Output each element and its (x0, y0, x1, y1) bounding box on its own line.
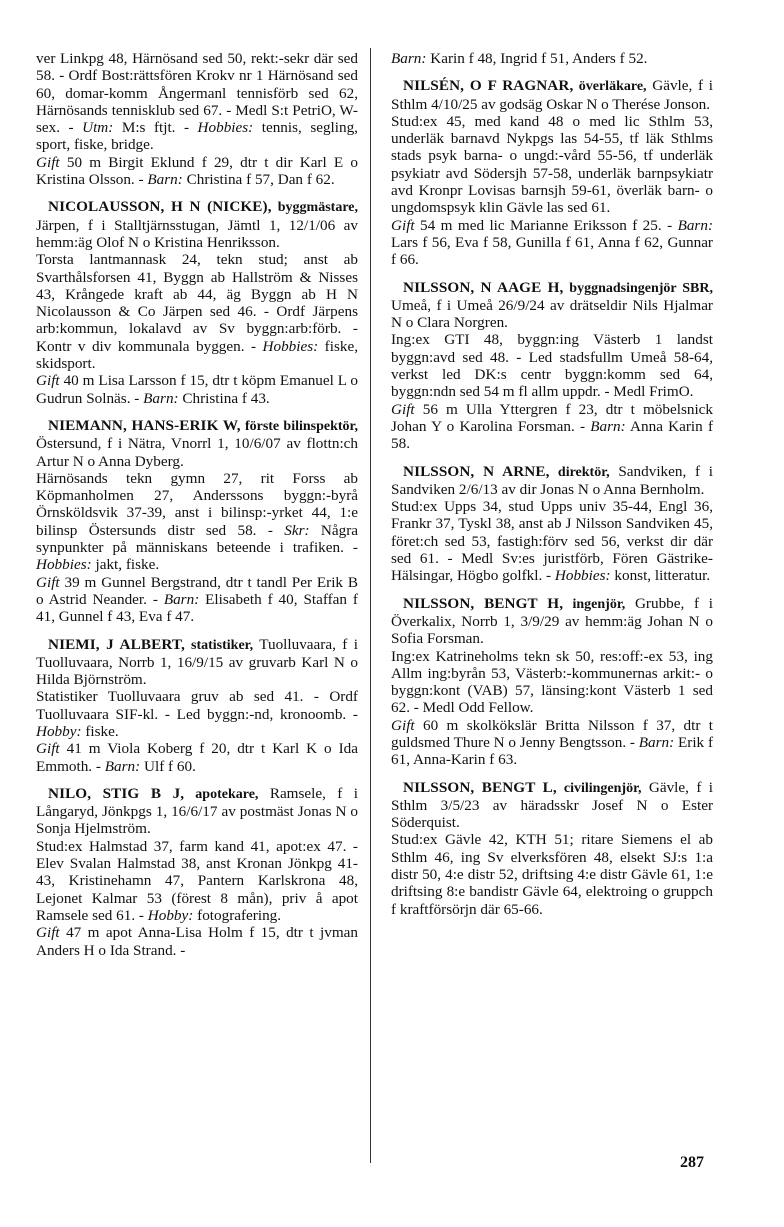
person-name: NIEMANN, HANS-ERIK W, (48, 416, 241, 434)
entry-text: Stud:ex Gävle 42, KTH 51; ritare Siemens el ab Sthlm 46, ing Sv elverksfören 48, elsekt SJ:s 1:a distr 50, 4:e distr 52, driftsing 4:e distr Gävle 61, 1:e driftsing 8:e bandistr Gävle 64, elektroing o gruppch f kraftförsörjn där 65-66. (391, 831, 713, 918)
field-label: Barn: (590, 417, 626, 435)
field-label: Barn: (143, 389, 179, 407)
entry-paragraph (36, 470, 358, 574)
field-label: Barn: (638, 733, 675, 751)
entry-text: Statistiker Tuolluvaara gruv ab sed 41. - Ordf Tuolluvaara SIF-kl. - Led byggn:-nd, kronoomb. - (36, 688, 358, 723)
field-label: Gift (36, 573, 60, 591)
person-title: civilingenjör, (556, 780, 642, 796)
field-label: Barn: (391, 50, 427, 67)
entry-intro: Tuolluvaara, f i Tuolluvaara, Norrb 1, 16/9/15 av gruvarb Karl N o Hilda Björnström. (36, 635, 359, 689)
entry-paragraph (36, 924, 358, 959)
entry-intro: Grubbe, f i Överkalix, Norrb 1, 3/9/29 av hemm:äg Johan N o Sofia Forsman. (391, 594, 713, 648)
entry-header (36, 785, 358, 838)
entry-intro: Umeå, f i Umeå 26/9/24 av drätseldir Nils Hjalmar N o Clara Norgren. (391, 296, 713, 332)
field-label: Skr: (284, 521, 310, 539)
person-title: byggmästare, (271, 200, 358, 216)
entry-text: 39 m Gunnel Bergstrand, dtr t tandl Per Erik B o Astrid Neander. - (36, 573, 358, 608)
entry-paragraph (36, 838, 358, 924)
person-title: ingenjör, (563, 596, 626, 612)
entry-text: Ulf f 60. (140, 757, 196, 775)
entry-paragraph (391, 331, 713, 400)
entry-text: fiske, skidsport. (36, 337, 358, 373)
person-name: NILSSON, BENGT H, (403, 594, 564, 612)
entry-paragraph (36, 372, 358, 407)
biography-entry (391, 779, 713, 918)
entry-text: Ing:ex GTI 48, byggn:ing Västerb 1 landst byggn:avd sed 48. - Led stadsfullm Umeå 58-64, verkst led DK:s centr byggn:komm sed 64, byggn:ndn sed 54 m fl allm uppdr. - Medl FrimO. (391, 331, 713, 401)
entry-text: Christina f 43. (178, 389, 270, 407)
entry-text: Anna Karin f 58. (391, 417, 713, 453)
entry-text: Torsta lantmannask 24, tekn stud; anst ab Svarthålsforsen 41, Byggn ab Hallström & Nisses 43, Krångede kraft ab 44, äg Byggn ab H N Nicolausson & Co Järpen sed 46. - Ordf Järpens arb:kommun, lokalavd av Sv byggn:arb:förb. - Kontr v div kommunala byggen. - (36, 251, 358, 355)
entry-text: Några synpunkter på människans beteende i trafiken. - (36, 521, 358, 557)
entry-paragraph (391, 498, 713, 584)
entry-paragraph (36, 251, 358, 372)
entry-header (36, 636, 358, 689)
field-label: Gift (36, 740, 60, 758)
entry-intro: Gävle, f i Sthlm 3/5/23 av häradsskr Josef N o Ester Söderquist. (391, 778, 713, 832)
entry-text: 50 m Birgit Eklund f 29, dtr t dir Karl E o Kristina Olsson. - (36, 153, 358, 189)
entry-header (36, 417, 358, 470)
field-label: Hobbies: (197, 119, 254, 137)
left-column (36, 50, 358, 969)
biography-entry (391, 279, 713, 453)
entry-header (391, 279, 713, 332)
field-label: Hobbies: (36, 556, 92, 574)
entry-header (391, 595, 713, 648)
entry-text: 47 m apot Anna-Lisa Holm f 15, dtr t jvman Anders H o Ida Strand. - (36, 924, 358, 959)
biography-entry (36, 636, 358, 775)
entry-text: Elisabeth f 40, Staffan f 41, Gunnel f 43, Eva f 47. (36, 590, 358, 626)
person-title: byggnadsingenjör SBR, (563, 280, 713, 296)
entry-paragraph (391, 717, 713, 769)
field-label: Barn: (163, 590, 200, 608)
biography-entry (36, 198, 358, 407)
entry-text: fiske. (81, 722, 119, 740)
entry-text: tennis, segling, sport, fiske, bridge. (36, 119, 358, 154)
entry-paragraph (391, 50, 713, 67)
person-name: NILSÉN, O F RAGNAR, (403, 77, 574, 95)
entry-text: 40 m Lisa Larsson f 15, dtr t köpm Emanuel L o Gudrun Solnäs. - (36, 372, 358, 407)
entry-paragraph (391, 217, 713, 269)
person-name: NIEMI, J ALBERT, (48, 635, 185, 653)
person-name: NILSSON, N ARNE, (403, 462, 550, 480)
person-name: NICOLAUSSON, H N (NICKE), (48, 198, 272, 216)
biography-entry (36, 50, 358, 188)
entry-intro: Sandviken, f i Sandviken 2/6/13 av dir Jonas N o Anna Bernholm. (391, 462, 713, 498)
biography-entry (36, 785, 358, 959)
entry-text: ver Linkpg 48, Härnösand sed 50, rekt:-sekr där sed 58. - Ordf Bost:rättsfören Krokv nr 1 Härnösand sed 60, domar-komm Ångermanl tennisförb sed 62, Härnösands tennisklub sed 67. - Medl S:t PetriO, W-sex. - (36, 50, 358, 137)
entry-paragraph (36, 50, 358, 154)
entry-text: Stud:ex Halmstad 37, farm kand 41, apot:ex 47. - Elev Svalan Halmstad 38, anst Kronan Jönkpg 41-43, Kristinehamn 47, Pantern Karlskrona 48, Lejonet Kalmar 53 (förest 8 mån), priv å apot Ramsele sed 61. - (36, 837, 358, 924)
entry-text: Stud:ex Upps 34, stud Upps univ 35-44, Engl 36, Frankr 37, Tyskl 38, anst ab J Nilsson Sandviken 45, föret:ch sed 53, fastigh:förv sed 56, verkst dir där sed 61. - Medl Sv:es juristförb, Fören Gästrike-Hälsingar, Högbo golfkl. - (391, 498, 713, 585)
entry-text: M:s ftjt. - (113, 119, 198, 137)
biography-entry (391, 463, 713, 585)
entry-paragraph (391, 831, 713, 917)
entry-header (391, 463, 713, 499)
entry-header (391, 77, 713, 113)
person-name: NILO, STIG B J, (48, 784, 185, 802)
entry-text: konst, litteratur. (610, 567, 711, 585)
entry-header (36, 198, 358, 251)
field-label: Gift (391, 216, 415, 234)
field-label: Barn: (104, 757, 141, 775)
biography-entry (391, 50, 713, 67)
entry-paragraph (391, 401, 713, 453)
page-number: 287 (680, 1154, 704, 1171)
right-column (391, 50, 713, 928)
field-label: Hobbies: (262, 337, 319, 355)
entry-paragraph (36, 740, 358, 775)
field-label: Barn: (677, 216, 713, 234)
biography-entry (391, 77, 713, 268)
person-title: överläkare, (573, 79, 647, 95)
person-name: NILSSON, BENGT L, (403, 778, 557, 796)
entry-paragraph (391, 648, 713, 717)
person-title: direktör, (549, 464, 610, 480)
entry-text: Ing:ex Katrineholms tekn sk 50, res:off:-ex 53, ing Allm ing:byrån 53, Västerb:-kommunernas arkit:- o byggn:kont (VAB) 57, länsing:kont Västerb 1 sed 62. - Medl Odd Fellow. (391, 647, 713, 717)
person-name: NILSSON, N AAGE H, (403, 278, 564, 296)
entry-paragraph (36, 154, 358, 189)
field-label: Gift (36, 372, 60, 390)
field-label: Gift (391, 400, 415, 418)
entry-paragraph (36, 688, 358, 740)
entry-header (391, 779, 713, 832)
entry-text: Karin f 48, Ingrid f 51, Anders f 52. (426, 50, 648, 67)
entry-text: 41 m Viola Koberg f 20, dtr t Karl K o Ida Emmoth. - (36, 740, 358, 775)
column-divider (370, 48, 371, 1163)
entry-text: Lars f 56, Eva f 58, Gunilla f 61, Anna f 62, Gunnar f 66. (391, 233, 713, 269)
entry-intro: Ramsele, f i Långaryd, Jönkpgs 1, 16/6/17 av postmäst Jonas N o Sonja Hjelmström. (36, 784, 358, 838)
field-label: Hobby: (36, 722, 82, 740)
field-label: Gift (391, 716, 415, 734)
entry-text: Erik f 61, Anna-Karin f 63. (391, 733, 714, 769)
field-label: Gift (36, 924, 60, 942)
entry-intro: Järpen, f i Stalltjärnsstugan, Jämtl 1, 12/1/06 av hemm:äg Olof N o Kristina Henriksson. (36, 216, 358, 251)
field-label: Barn: (147, 171, 183, 189)
entry-paragraph (36, 574, 358, 626)
field-label: Utm: (82, 119, 114, 137)
entry-intro: Gävle, f i Sthlm 4/10/25 av godsäg Oskar N o Therése Jonson. (391, 77, 713, 113)
person-title: apotekare, (184, 786, 259, 802)
person-title: förste bilinspektör, (240, 418, 358, 434)
biography-entry (36, 417, 358, 626)
entry-text: fotografering. (193, 906, 282, 924)
entry-text: 60 m skolkökslär Britta Nilsson f 37, dtr t guldsmed Thure N o Jenny Bengtsson. - (391, 716, 713, 751)
field-label: Hobbies: (554, 567, 611, 585)
field-label: Gift (36, 153, 60, 171)
entry-text: 54 m med lic Marianne Eriksson f 25. - (414, 216, 678, 234)
field-label: Hobby: (147, 906, 194, 924)
entry-text: Christina f 57, Dan f 62. (182, 171, 335, 189)
entry-text: jakt, fiske. (91, 556, 160, 574)
biography-entry (391, 595, 713, 769)
person-title: statistiker, (184, 637, 254, 653)
entry-paragraph (391, 113, 713, 217)
entry-text: 56 m Ulla Yttergren f 23, dtr t möbelsnick Johan Y o Karolina Forsman. - (391, 400, 713, 435)
entry-intro: Östersund, f i Nätra, Vnorrl 1, 10/6/07 av flottn:ch Artur N o Anna Dyberg. (36, 435, 358, 470)
entry-text: Stud:ex 45, med kand 48 o med lic Sthlm 53, underläk barnavd Nykpgs las 54-55, tf läk Sthlms stads psyk barna- o ungd:-vård 55-56, tf underläk psykiatr avd Södersjh 57-58, underläk barnpsykiatr avd Kronpr Lovisas barnsjh 59-61, överläk barn- o ungdomspsyk klin Gävle las sed 61. (391, 112, 713, 217)
entry-text: Härnösands tekn gymn 27, rit Forss ab Köpmanholmen 27, Anderssons byggn:-byrå Örnsköldsvik 37-39, anst i bilinsp:-yrket 44, 1:e bilinsp Östersunds distr sed 58. - (36, 469, 358, 539)
